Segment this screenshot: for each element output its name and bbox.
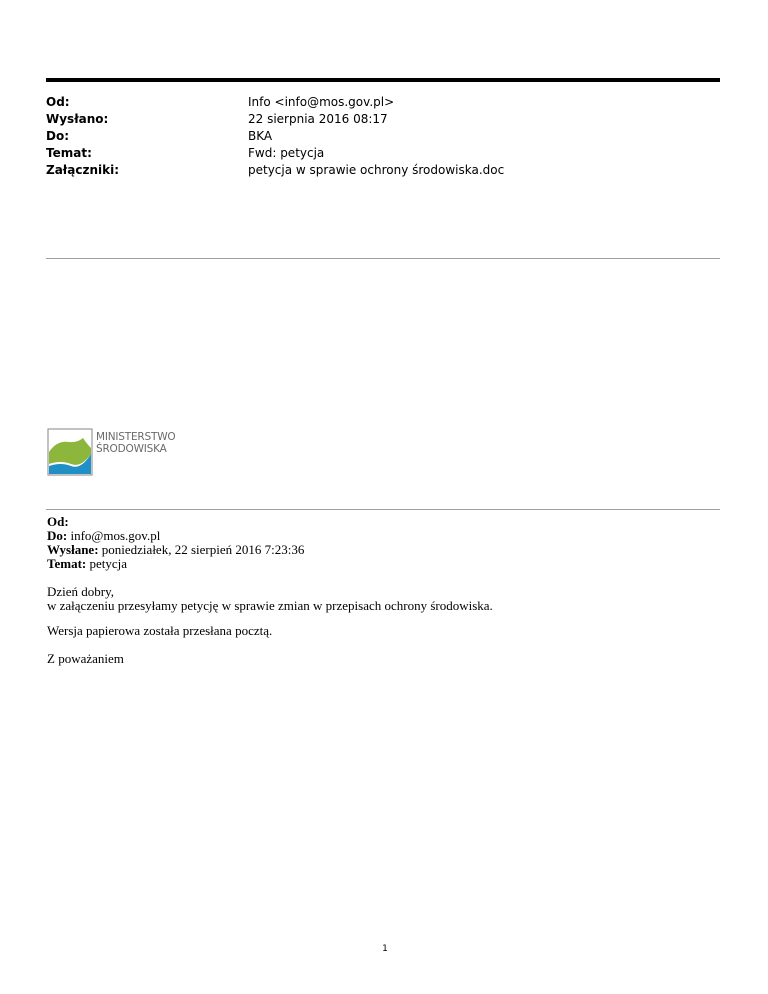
ministry-logo [47,428,187,476]
from-value: Info <info@mos.gov.pl> [248,95,395,109]
page-number: 1 [382,944,388,954]
top-rule [46,78,720,82]
fwd-from-row [47,515,69,529]
body-line2: Wersja papierowa została przesłana pocztą. [47,623,273,638]
to-value: BKA [248,129,273,143]
logo-line1: MINISTERSTWO [96,431,176,443]
subject-value: Fwd: petycja [248,146,325,160]
fwd-to-label: Do: [47,528,68,543]
fwd-to-row [47,529,160,543]
fwd-sent-row [47,543,304,557]
fwd-sent-value: poniedziałek, 22 sierpień 2016 7:23:36 [101,542,305,557]
forward-divider [46,509,720,510]
header-divider [46,258,720,259]
fwd-sent-label: Wysłane: [47,542,99,557]
body-line1: w załączeniu przesyłamy petycję w sprawie zmian w przepisach ochrony środowiska. [47,598,493,613]
subject-label: Temat: [46,146,92,160]
logo-line2: ŚRODOWISKA [96,443,167,455]
body-greeting: Dzień dobry, [47,584,115,599]
fwd-subject-value: petycja [89,556,128,571]
body-closing: Z poważaniem [47,651,124,666]
fwd-subject-label: Temat: [47,556,87,571]
fwd-from-label: Od: [47,514,69,529]
ministry-logo-icon [47,428,93,476]
from-label: Od: [46,95,70,109]
attachments-label: Załączniki: [46,163,119,177]
fwd-to-value: info@mos.gov.pl [70,528,161,543]
sent-value: 22 sierpnia 2016 08:17 [248,112,388,126]
sent-label: Wysłano: [46,112,109,126]
fwd-subject-row [47,557,127,571]
attachments-value: petycja w sprawie ochrony środowiska.doc [248,163,505,177]
to-label: Do: [46,129,70,143]
